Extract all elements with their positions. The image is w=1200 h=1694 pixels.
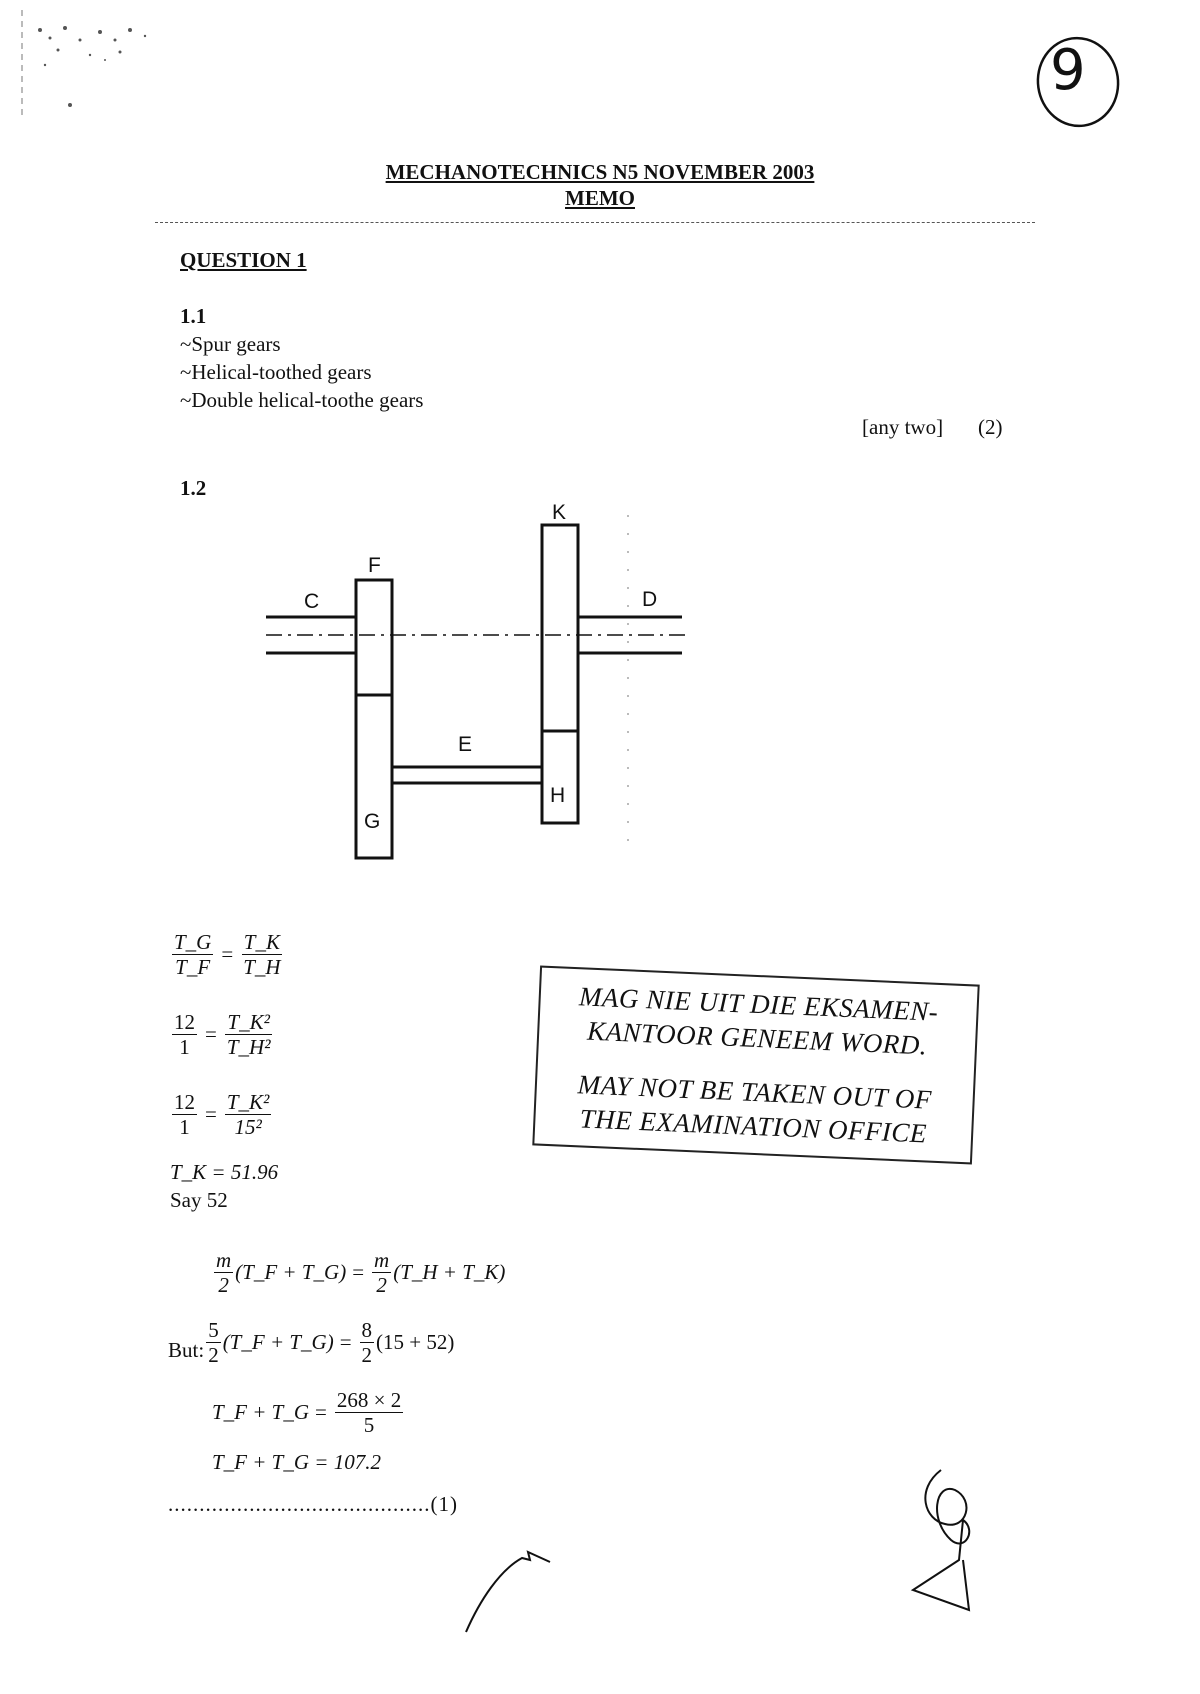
page-number: 9 bbox=[1050, 38, 1086, 103]
eq3-rhs-num: T_K² bbox=[226, 1090, 270, 1114]
module-lhs-sum: (T_F + T_G) bbox=[235, 1260, 347, 1284]
eq1-rhs-den: T_H bbox=[243, 955, 281, 979]
q1-1-number: 1.1 bbox=[180, 304, 207, 328]
sum-num: 268 × 2 bbox=[336, 1388, 402, 1412]
label-f: F bbox=[368, 554, 381, 577]
exam-office-stamp bbox=[532, 965, 979, 1164]
module-rhs-num: m bbox=[374, 1248, 390, 1272]
label-g: G bbox=[364, 810, 381, 833]
but-rhs-sum: (15 + 52) bbox=[376, 1330, 455, 1354]
label-e: E bbox=[458, 733, 473, 756]
eq1-lhs-den: T_F bbox=[175, 955, 211, 979]
q1-1-item: ~Helical-toothed gears bbox=[180, 360, 372, 384]
but-lhs-sum: (T_F + T_G) bbox=[222, 1330, 334, 1354]
sum-result: T_F + T_G = 107.2 bbox=[212, 1450, 381, 1474]
sum-lhs: T_F + T_G bbox=[212, 1400, 310, 1424]
q1-1-item: ~Double helical-toothe gears bbox=[180, 388, 424, 412]
eq2-rhs-num: T_K² bbox=[227, 1010, 270, 1034]
sum-den: 5 bbox=[363, 1413, 375, 1437]
signature bbox=[905, 1460, 1005, 1630]
eq3-lhs-num: 12 bbox=[174, 1090, 195, 1114]
label-k: K bbox=[552, 501, 567, 524]
label-c: C bbox=[304, 590, 320, 613]
stamp-line: KANTOOR GENEEM WORD. bbox=[586, 1015, 928, 1061]
eq1-lhs-num: T_G bbox=[174, 930, 212, 954]
but-rhs-num: 8 bbox=[361, 1318, 373, 1342]
eq2-lhs-num: 12 bbox=[174, 1010, 195, 1034]
equation-module: $\frac{m}{2}$ (T_F + T_G) = $\frac{m}{2}$ (T_H + T_K) bbox=[216, 1248, 506, 1297]
header-divider bbox=[155, 222, 1035, 223]
module-lhs-den: 2 bbox=[218, 1273, 229, 1297]
eq3-rhs-den: 15² bbox=[234, 1115, 262, 1139]
q1-2-number: 1.2 bbox=[180, 476, 207, 500]
module-rhs-den: 2 bbox=[376, 1273, 387, 1297]
label-h: H bbox=[550, 784, 566, 807]
but-lhs-den: 2 bbox=[208, 1343, 219, 1367]
document-title: MECHANOTECHNICS N5 NOVEMBER 2003 bbox=[385, 160, 815, 184]
handwritten-tick bbox=[460, 1540, 570, 1640]
equation-but: But: $\frac{5}{2}$ (T_F + T_G) = $\frac{8}{2}$ (15 + 52) bbox=[168, 1318, 455, 1367]
result-tk: T_K = 51.96 bbox=[170, 1160, 279, 1184]
mark-allocation-line: ..........................................(1) bbox=[168, 1492, 458, 1516]
scan-noise bbox=[20, 10, 170, 120]
gear-train-diagram bbox=[260, 495, 700, 865]
label-d: D bbox=[642, 588, 658, 611]
document-subtitle: MEMO bbox=[565, 186, 635, 210]
module-lhs-num: m bbox=[216, 1248, 232, 1272]
equation-ratio: $\frac{T\_G}{T\_F}$ = $\frac{T\_K}{T\_H}$ bbox=[174, 930, 281, 979]
eq2-lhs-den: 1 bbox=[179, 1035, 190, 1059]
question-heading: QUESTION 1 bbox=[180, 248, 307, 272]
q1-1-marks: (2) bbox=[978, 415, 1003, 439]
but-rhs-den: 2 bbox=[361, 1343, 373, 1367]
equation-sum: T_F + T_G = $\frac{268 \times 2}{5}$ bbox=[212, 1388, 402, 1437]
q1-1-note: [any two] bbox=[862, 415, 944, 439]
equation-substituted: $\frac{12}{1}$ = $\frac{\text{T\_K²}}{\text{15²}}$ bbox=[174, 1090, 270, 1139]
stamp-line: MAY NOT BE TAKEN OUT OF bbox=[577, 1069, 933, 1115]
eq1-rhs-num: T_K bbox=[243, 930, 280, 954]
eq3-lhs-den: 1 bbox=[179, 1115, 190, 1139]
stamp-line: MAG NIE UIT DIE EKSAMEN- bbox=[578, 981, 939, 1027]
q1-1-item: ~Spur gears bbox=[180, 332, 281, 356]
but-label: But: bbox=[168, 1338, 205, 1362]
eq2-rhs-den: T_H² bbox=[226, 1035, 271, 1059]
equation-squared: $\frac{12}{1}$ = $\frac{\text{T\_K²}}{\text{T\_H²}}$ bbox=[174, 1010, 271, 1059]
result-say: Say 52 bbox=[170, 1188, 228, 1212]
stamp-line: THE EXAMINATION OFFICE bbox=[579, 1103, 928, 1149]
but-lhs-num: 5 bbox=[208, 1318, 219, 1342]
module-rhs-sum: (T_H + T_K) bbox=[393, 1260, 506, 1284]
